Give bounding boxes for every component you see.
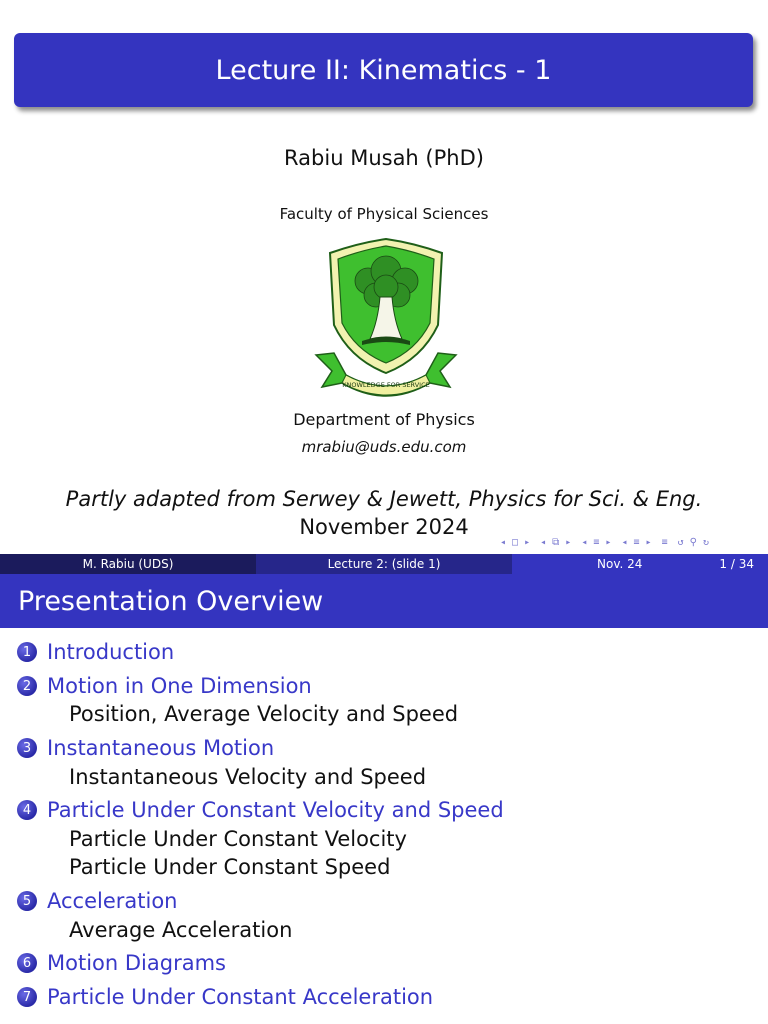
toc-section-acceleration[interactable] — [17, 889, 178, 913]
section-number-badge: 5 — [17, 891, 37, 911]
section-number-badge: 3 — [17, 738, 37, 758]
toc-section-motion-diagrams[interactable] — [17, 951, 226, 975]
section-number-badge: 7 — [17, 987, 37, 1007]
department-name: Department of Physics — [293, 410, 475, 429]
toc-section-constant-acceleration[interactable] — [17, 985, 433, 1009]
nav-section-icon[interactable]: ◂ ≡ ▸ — [581, 536, 612, 548]
slide-footer — [0, 554, 768, 574]
section-link[interactable]: Acceleration — [47, 889, 178, 913]
toc-subsection[interactable]: Position, Average Velocity and Speed — [69, 702, 459, 726]
toc-section-introduction[interactable] — [17, 640, 174, 664]
section-link[interactable]: Introduction — [47, 640, 175, 664]
toc-subsection[interactable]: Particle Under Constant Velocity — [69, 827, 407, 851]
source-credit: Partly adapted from Serwey & Jewett, Physics for Sci. & Eng. — [65, 487, 703, 511]
nav-outline-icon[interactable]: ≡ — [661, 536, 668, 548]
footer-page-number: 1 / 34 — [719, 557, 754, 571]
author-name: Rabiu Musah (PhD) — [284, 146, 484, 170]
toc-subsection[interactable]: Instantaneous Velocity and Speed — [69, 765, 427, 789]
faculty-name: Faculty of Physical Sciences — [279, 205, 489, 223]
toc-subsection[interactable]: Particle Under Constant Speed — [69, 855, 391, 879]
section-link[interactable]: Motion in One Dimension — [47, 674, 312, 698]
section-number-badge: 2 — [17, 676, 37, 696]
footer-author: M. Rabiu (UDS) — [0, 554, 256, 574]
slide-title: Lecture II: Kinematics - 1 — [14, 33, 753, 107]
nav-subsection-icon[interactable]: ◂ ⧉ ▸ — [540, 536, 572, 548]
table-of-contents — [0, 628, 768, 1024]
nav-search-icon[interactable]: ↺ ⚲ ↻ — [677, 536, 709, 548]
section-link[interactable]: Particle Under Constant Acceleration — [47, 985, 434, 1009]
presentation-date: November 2024 — [299, 515, 469, 539]
beamer-navigation-controls[interactable] — [500, 535, 762, 549]
section-link[interactable]: Particle Under Constant Velocity and Speed — [47, 798, 504, 822]
university-crest-logo — [312, 237, 460, 403]
section-number-badge: 6 — [17, 953, 37, 973]
overview-title: Presentation Overview — [0, 574, 768, 628]
toc-section-instantaneous-motion[interactable] — [17, 736, 274, 760]
nav-document-icon[interactable]: ◂ ≡ ▸ — [621, 536, 652, 548]
toc-subsection[interactable]: Average Acceleration — [69, 918, 293, 942]
section-link[interactable]: Motion Diagrams — [47, 951, 226, 975]
author-email: mrabiu@uds.edu.com — [301, 438, 467, 456]
crest-motto: KNOWLEDGE FOR SERVICE — [342, 381, 430, 389]
nav-frame-icon[interactable]: ◂ □ ▸ — [500, 536, 531, 548]
toc-section-constant-velocity[interactable] — [17, 798, 504, 822]
footer-date-page — [512, 554, 768, 574]
footer-date: Nov. 24 — [597, 557, 643, 571]
section-number-badge: 4 — [17, 800, 37, 820]
section-link[interactable]: Instantaneous Motion — [47, 736, 275, 760]
footer-title: Lecture 2: (slide 1) — [256, 554, 512, 574]
section-number-badge: 1 — [17, 642, 37, 662]
toc-section-motion-one-dimension[interactable] — [17, 674, 312, 698]
